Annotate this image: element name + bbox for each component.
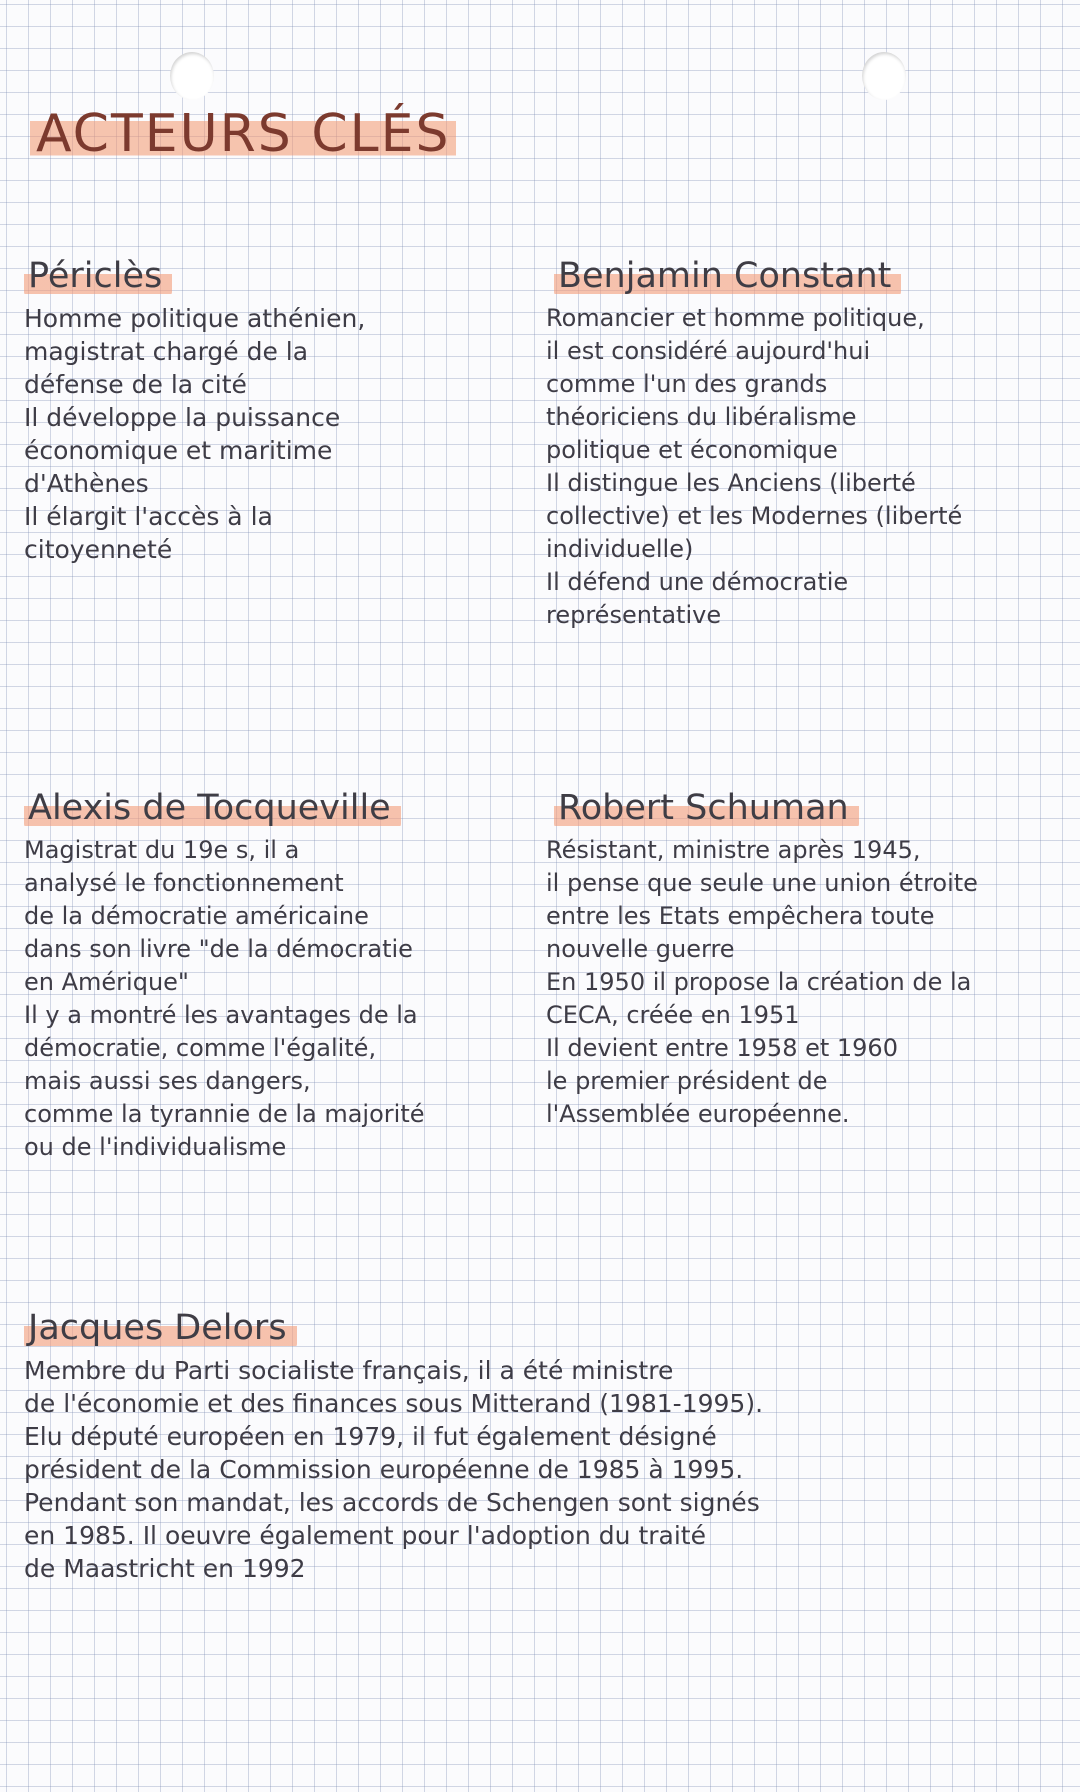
text-line: de Maastricht en 1992 bbox=[24, 1554, 306, 1583]
page-title bbox=[30, 104, 550, 164]
text-line: en 1985. Il oeuvre également pour l'adoption du traité bbox=[24, 1521, 706, 1550]
section-constant bbox=[546, 256, 1068, 632]
text-line: Il élargit l'accès à la bbox=[24, 502, 273, 531]
text-line: comme la tyrannie de la majorité bbox=[24, 1100, 425, 1128]
text-line: Résistant, ministre après 1945, bbox=[546, 836, 921, 864]
text-line: Homme politique athénien, bbox=[24, 304, 366, 333]
text-line: citoyenneté bbox=[24, 535, 173, 564]
section-body-constant bbox=[546, 302, 1068, 632]
text-line: il est considéré aujourd'hui bbox=[546, 337, 871, 365]
text-line: démocratie, comme l'égalité, bbox=[24, 1034, 377, 1062]
section-heading-schuman: Robert Schuman bbox=[554, 788, 859, 828]
text-line: CECA, créée en 1951 bbox=[546, 1001, 800, 1029]
text-line: magistrat chargé de la bbox=[24, 337, 309, 366]
text-line: En 1950 il propose la création de la bbox=[546, 968, 972, 996]
section-body-pericles bbox=[24, 302, 534, 566]
text-line: Pendant son mandat, les accords de Schengen sont signés bbox=[24, 1488, 760, 1517]
binder-hole-right bbox=[862, 52, 906, 100]
text-line: Il distingue les Anciens (liberté bbox=[546, 469, 916, 497]
text-line: Il devient entre 1958 et 1960 bbox=[546, 1034, 898, 1062]
section-heading-constant: Benjamin Constant bbox=[554, 256, 901, 296]
text-line: entre les Etats empêchera toute bbox=[546, 902, 935, 930]
text-line: Romancier et homme politique, bbox=[546, 304, 925, 332]
text-line: théoriciens du libéralisme bbox=[546, 403, 857, 431]
text-line: nouvelle guerre bbox=[546, 935, 735, 963]
section-delors bbox=[24, 1308, 1064, 1585]
text-line: collective) et les Modernes (liberté bbox=[546, 502, 963, 530]
text-line: le premier président de bbox=[546, 1067, 828, 1095]
text-line: Il développe la puissance bbox=[24, 403, 341, 432]
text-line: Il y a montré les avantages de la bbox=[24, 1001, 418, 1029]
text-line: comme l'un des grands bbox=[546, 370, 828, 398]
text-line: Il défend une démocratie bbox=[546, 568, 849, 596]
text-line: en Amérique" bbox=[24, 968, 189, 996]
section-tocqueville bbox=[24, 788, 534, 1164]
text-line: dans son livre "de la démocratie bbox=[24, 935, 413, 963]
text-line: d'Athènes bbox=[24, 469, 149, 498]
section-body-schuman bbox=[546, 834, 1068, 1131]
section-heading-delors: Jacques Delors bbox=[24, 1308, 297, 1348]
section-pericles bbox=[24, 256, 534, 566]
text-line: il pense que seule une union étroite bbox=[546, 869, 978, 897]
section-heading-pericles: Périclès bbox=[24, 256, 172, 296]
text-line: mais aussi ses dangers, bbox=[24, 1067, 311, 1095]
binder-hole-left bbox=[170, 52, 214, 100]
text-line: ou de l'individualisme bbox=[24, 1133, 287, 1161]
section-heading-tocqueville: Alexis de Tocqueville bbox=[24, 788, 401, 828]
text-line: président de la Commission européenne de 1985 à 1995. bbox=[24, 1455, 744, 1484]
text-line: défense de la cité bbox=[24, 370, 247, 399]
text-line: représentative bbox=[546, 601, 722, 629]
text-line: de la démocratie américaine bbox=[24, 902, 369, 930]
text-line: Magistrat du 19e s, il a bbox=[24, 836, 300, 864]
section-body-delors bbox=[24, 1354, 1064, 1585]
text-line: Membre du Parti socialiste français, il a été ministre bbox=[24, 1356, 674, 1385]
text-line: Elu député européen en 1979, il fut également désigné bbox=[24, 1422, 717, 1451]
text-line: de l'économie et des finances sous Mitterand (1981-1995). bbox=[24, 1389, 764, 1418]
page-title-text: ACTEURS CLÉS bbox=[30, 104, 456, 164]
text-line: politique et économique bbox=[546, 436, 838, 464]
text-line: analysé le fonctionnement bbox=[24, 869, 344, 897]
section-schuman bbox=[546, 788, 1068, 1131]
section-body-tocqueville bbox=[24, 834, 534, 1164]
text-line: l'Assemblée européenne. bbox=[546, 1100, 850, 1128]
text-line: individuelle) bbox=[546, 535, 694, 563]
text-line: économique et maritime bbox=[24, 436, 333, 465]
